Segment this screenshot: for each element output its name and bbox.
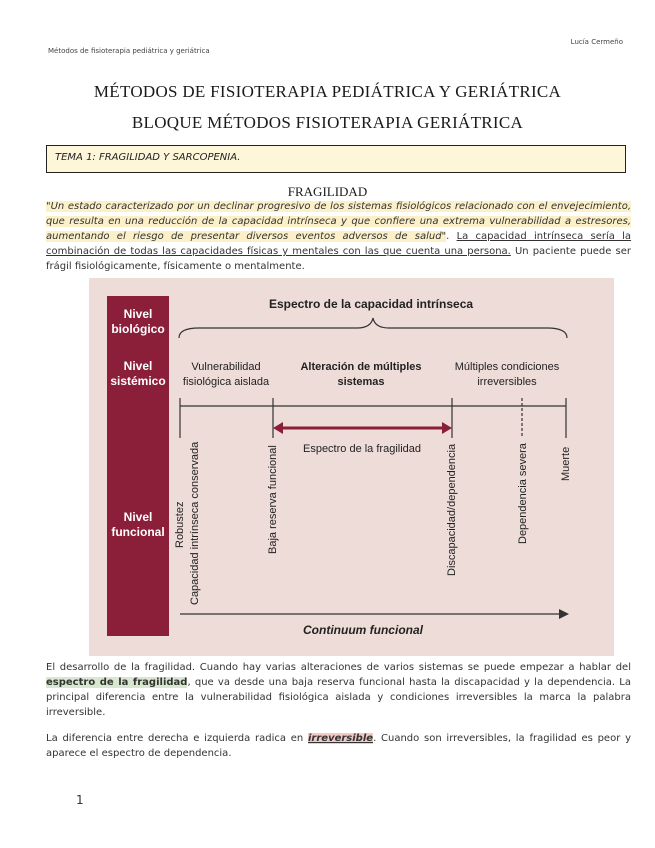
label-muerte: Muerte (560, 446, 572, 481)
highlight-espectro: espectro de la fragilidad (46, 677, 188, 688)
level-sistemico-2: sistémico (110, 374, 166, 388)
figure-svg (89, 278, 614, 656)
highlighted-quote: "Un estado caracterizado por un declinar progresivo de los sistemas fisiológicos relacionado con el envejecimiento, que resulta en una reducción de la capacidad intrínseca y que confiere una extrema vulnerabilidad a estresores, aumentando el riesgo de presentar diversos eventos adversos de salud" (46, 201, 631, 242)
highlight-irreversible: irreversible (308, 733, 374, 744)
header-document-title: Métodos de fisioterapia pediátrica y geriátrica (48, 47, 210, 55)
sys-right-2: irreversibles (477, 376, 537, 388)
sys-right-1: Múltiples condiciones (454, 361, 560, 373)
section-title: FRAGILIDAD (287, 184, 368, 199)
capacity-spectrum-label: Espectro de la capacidad intrínseca (268, 297, 474, 311)
level-biologico-2: biológico (111, 322, 165, 336)
label-baja-reserva: Baja reserva funcional (267, 445, 279, 554)
label-robustez: Robustez (174, 501, 186, 548)
label-discapacidad: Discapacidad/dependencia (446, 443, 458, 576)
sub-title: BLOQUE MÉTODOS FISIOTERAPIA GERIÁTRICA (131, 113, 524, 132)
continuum-label: Continuum funcional (303, 623, 423, 637)
p2-text-b: , que va desde una baja reserva funcional hasta la discapacidad y la dependencia. La principal diferencia entre la vulnerabilidad fisiológica aislada y condiciones irreversibles la marca la palabra irreversible. (46, 677, 632, 718)
label-dependencia-severa: Dependencia severa (517, 443, 529, 544)
p3-text-a: La diferencia entre derecha e izquierda radica en (46, 733, 308, 744)
topic-box: TEMA 1: FRAGILIDAD Y SARCOPENIA. (46, 145, 626, 173)
paragraph-rest: Un paciente puede ser frágil fisiológicamente, físicamente o mentalmente. (46, 246, 631, 272)
sys-left-2: fisiológica aislada (182, 376, 270, 388)
p3-text-b: . Cuando son irreversibles, la fragilidad es peor y aparece el espectro de dependencia. (46, 733, 631, 759)
paragraph-difference (46, 731, 631, 761)
level-funcional-2: funcional (111, 525, 165, 539)
header-author: Lucía Cermeño (570, 38, 623, 46)
p2-text-a: El desarrollo de la fragilidad. Cuando hay varias alteraciones de varios sistemas se puede empezar a hablar del (46, 662, 631, 673)
frailty-spectrum-label: Espectro de la fragilidad (302, 443, 422, 455)
level-sistemico-1: Nivel (123, 359, 153, 373)
quote-period: . (446, 231, 457, 242)
sys-mid-1: Alteración de múltiples (300, 361, 422, 373)
page-number: 1 (76, 793, 84, 807)
label-capacidad-conservada: Capacidad intrínseca conservada (189, 441, 201, 605)
sys-mid-2: sistemas (337, 376, 385, 388)
levels-sidebar (107, 296, 169, 636)
main-title: MÉTODOS DE FISIOTERAPIA PEDIÁTRICA Y GERIÁTRICA (93, 82, 562, 101)
paragraph-development (46, 660, 631, 720)
sys-left-1: Vulnerabilidad (191, 361, 261, 373)
frailty-spectrum-figure (89, 278, 614, 656)
level-funcional-1: Nivel (123, 510, 153, 524)
paragraph-definition (46, 199, 631, 274)
underlined-definition: La capacidad intrínseca sería la combinación de todas las capacidades físicas y mentales con las que cuenta una persona. (46, 231, 632, 257)
level-biologico-1: Nivel (123, 307, 153, 321)
